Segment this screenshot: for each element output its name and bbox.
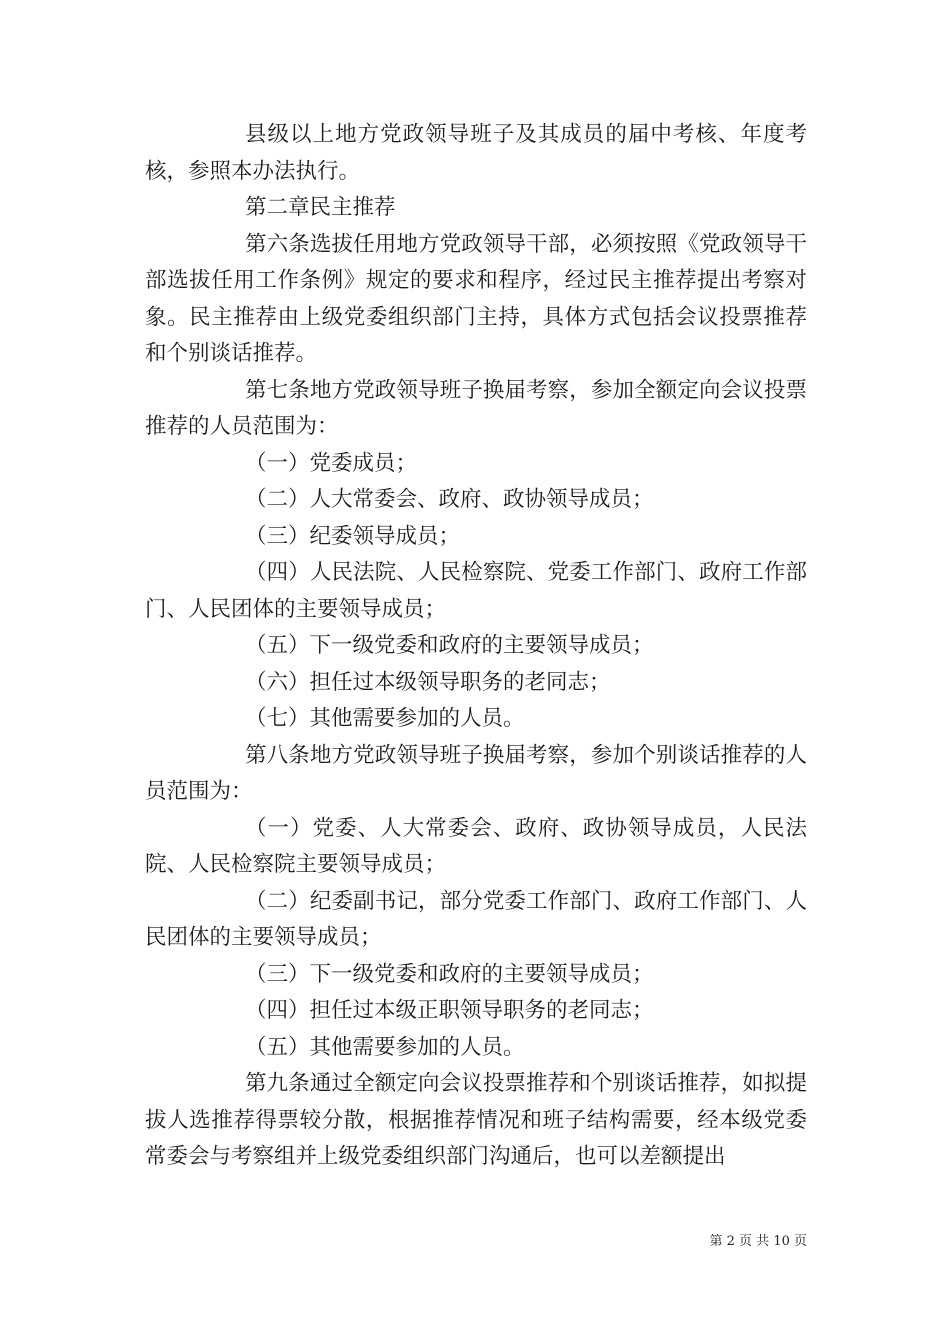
list-item: （一）党委、人大常委会、政府、政协领导成员，人民法院、人民检察院主要领导成员； xyxy=(145,815,807,877)
list-item: （四）担任过本级正职领导职务的老同志； xyxy=(245,998,654,1023)
paragraph-article-8: 第八条地方党政领导班子换届考察，参加个别谈话推荐的人员范围为： xyxy=(145,742,807,804)
list-item: （五）下一级党委和政府的主要领导成员； xyxy=(245,633,654,658)
list-item: （四）人民法院、人民检察院、党委工作部门、政府工作部门、人民团体的主要领导成员； xyxy=(145,560,807,622)
list-item: （三）纪委领导成员； xyxy=(245,523,461,549)
page-number-footer: 第 2 页 共 10 页 xyxy=(709,1234,807,1249)
paragraph-article-6: 第六条选拔任用地方党政领导干部，必须按照《党政领导干部选拔任用工作条例》规定的要求和程序，经过民主推荐提出考察对象。民主推荐由上级党委组织部门主持，具体方式包括会议投票推荐和个别谈话推荐。 xyxy=(145,231,807,366)
list-item: （一）党委成员； xyxy=(245,450,418,476)
list-item: （二）纪委副书记，部分党委工作部门、政府工作部门、人民团体的主要领导成员； xyxy=(145,888,807,950)
paragraph: 县级以上地方党政领导班子及其成员的届中考核、年度考核，参照本办法执行。 xyxy=(145,122,807,184)
paragraph-article-9: 第九条通过全额定向会议投票推荐和个别谈话推荐，如拟提拔人选推荐得票较分散，根据推荐情况和班子结构需要，经本级党委常委会与考察组并上级党委组织部门沟通后，也可以差额提出 xyxy=(145,1071,807,1169)
chapter-heading: 第二章民主推荐 xyxy=(245,195,396,220)
list-item: （六）担任过本级领导职务的老同志； xyxy=(245,669,611,695)
list-item: （三）下一级党委和政府的主要领导成员； xyxy=(245,961,654,987)
list-item: （二）人大常委会、政府、政协领导成员； xyxy=(245,487,654,512)
list-item: （五）其他需要参加的人员。 xyxy=(245,1034,525,1060)
list-item: （七）其他需要参加的人员。 xyxy=(245,706,525,731)
paragraph-article-7: 第七条地方党政领导班子换届考察，参加全额定向会议投票推荐的人员范围为： xyxy=(145,377,807,439)
document-body xyxy=(145,117,807,1176)
